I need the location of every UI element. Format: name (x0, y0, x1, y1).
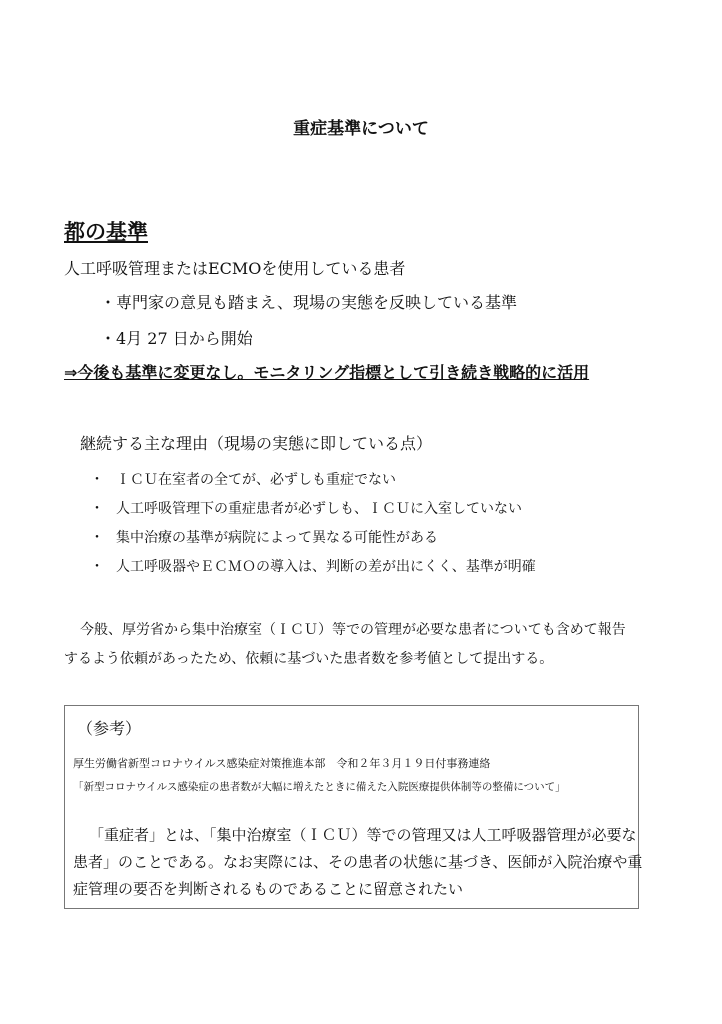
bullet: ・ (90, 472, 104, 488)
reasons-heading: 継続する主な理由（現場の実態に即している点） (80, 434, 433, 453)
reference-source: 厚生労働省新型コロナウイルス感染症対策推進本部 令和２年３月１９日付事務連絡 (73, 757, 491, 770)
note-line: するよう依頼があったため、依頼に基づいた患者数を参考値として提出する。 (64, 651, 554, 667)
bullet: ・ (90, 530, 104, 546)
section-heading: 都の基準 (64, 220, 148, 244)
reference-box (64, 705, 643, 909)
criteria-definition: 人工呼吸管理またはECMOを使用している患者 (64, 259, 406, 278)
reference-heading: （参考） (77, 719, 142, 738)
reference-body: 患者」のことである。なお実際には、その患者の状態に基づき、医師が入院治療や重 (73, 853, 643, 871)
note-line: 今般、厚労省から集中治療室（ＩＣＵ）等での管理が必要な患者についても含めて報告 (80, 622, 626, 638)
conclusion: ⇒今後も基準に変更なし。モニタリング指標として引き続き戦略的に活用 (64, 363, 590, 382)
page-title: 重症基準について (293, 119, 429, 139)
reason-item: 人工呼吸器やＥＣＭＯの導入は、判断の差が出にくく、基準が明確 (116, 559, 536, 575)
bullet: ・ (90, 559, 104, 575)
criteria-point: ・専門家の意見も踏まえ、現場の実態を反映している基準 (100, 293, 517, 312)
reference-title: 「新型コロナウイルス感染症の患者数が大幅に増えたときに備えた入院医療提供体制等の整備について」 (73, 781, 566, 793)
bullet: ・ (90, 501, 104, 517)
reason-item: 人工呼吸管理下の重症患者が必ずしも、ＩＣＵに入室していない (116, 501, 522, 517)
reason-item: 集中治療の基準が病院によって異なる可能性がある (116, 530, 438, 546)
reason-item: ＩＣＵ在室者の全てが、必ずしも重症でない (116, 472, 396, 488)
reference-body: 症管理の要否を判断されるものであることに留意されたい (73, 880, 464, 898)
criteria-point: ・4月 27 日から開始 (100, 329, 253, 348)
reference-body: 「重症者」とは、「集中治療室（ＩＣＵ）等での管理又は人工呼吸器管理が必要な (89, 826, 637, 844)
